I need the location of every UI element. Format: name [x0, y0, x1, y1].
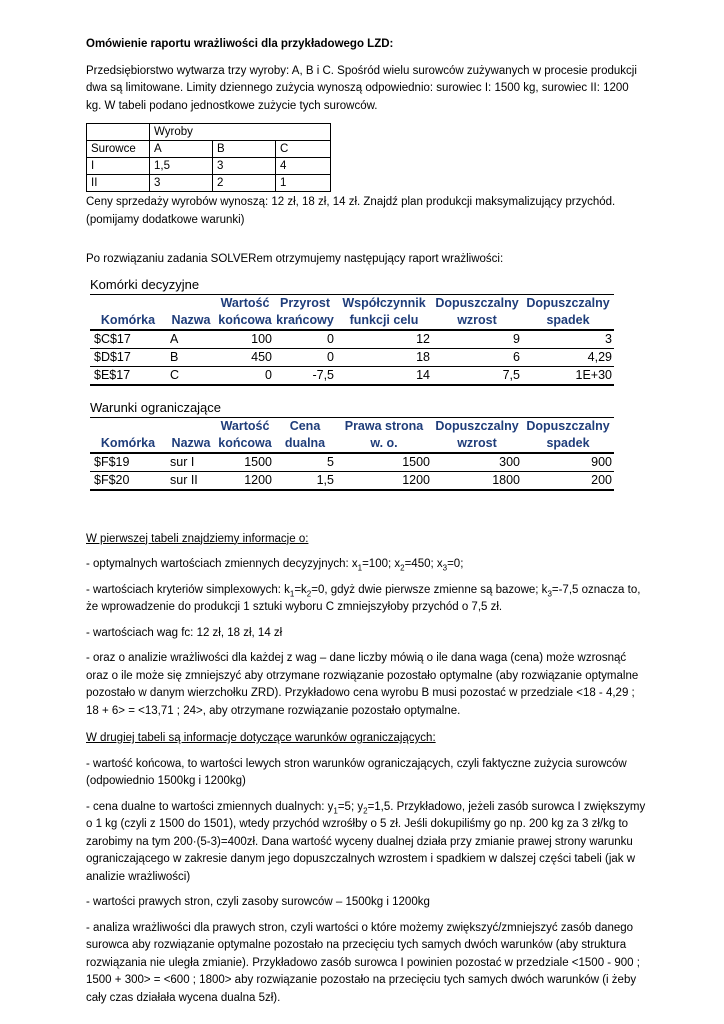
table-cell: 3 [522, 330, 614, 349]
subscript: 1 [333, 805, 338, 815]
table-cell: 1,5 [150, 158, 213, 175]
table-header-cell: Dopuszczalny [522, 417, 614, 435]
table-cell: 450 [216, 348, 274, 366]
table-cell: I [87, 158, 150, 175]
subscript: 1 [357, 563, 363, 573]
table-cell: 2 [213, 175, 276, 192]
table-header-cell: Komórka [90, 435, 166, 453]
table-caption: Komórki decyzyjne [90, 277, 200, 292]
table-cell: 1500 [216, 453, 274, 472]
subscript: 2 [363, 805, 368, 815]
table-row [90, 471, 614, 490]
solver-intro: Po rozwiązaniu zadania SOLVERem otrzymujemy następujący raport wrażliwości: [86, 253, 504, 265]
table-cell: 0 [216, 366, 274, 385]
table-header-cell: Wartość [216, 417, 274, 435]
table-row [87, 141, 331, 158]
prices-note: (pomijamy dodatkowe warunki) [86, 213, 245, 226]
text: =5; y [337, 800, 364, 813]
table-cell: 1,5 [274, 471, 336, 490]
table-cell: 4 [276, 158, 331, 175]
table-cell: 7,5 [432, 366, 522, 385]
table-cell: 14 [336, 366, 432, 385]
table-row [87, 158, 331, 175]
table-cell: $F$19 [90, 453, 166, 472]
table-header-cell: Cena [274, 417, 336, 435]
table-cell: 4,29 [522, 348, 614, 366]
section-1-item-4: - oraz o analizie wrażliwości dla każdej z wag – dane liczby mówią o ile dana waga (cena) może wzrosnąć oraz o ile może się zmniejszyć aby otrzymane rozwiązanie pozostało optymalne (aby rozwiązanie optymalne pozostało w danym wierzchołku ZRD). Przykładowo cena wyrobu B musi pozostać w przedziale <18 - 4,29 ; 18 + 6> = <13,71 ; 24>, aby otrzymane rozwiązanie pozostało optymalne. [86, 652, 639, 717]
table-cell: $C$17 [90, 330, 166, 349]
section-2-heading [86, 730, 646, 748]
table-header-cell [90, 294, 166, 312]
decision-cells-table [90, 277, 614, 386]
text: =k [294, 583, 307, 596]
table-cell: B [166, 348, 216, 366]
table-cell: $F$20 [90, 471, 166, 490]
table-cell: sur I [166, 453, 216, 472]
table-row [87, 124, 331, 141]
text: =0; [447, 558, 464, 570]
table-header-cell: C [276, 141, 331, 158]
text: =1,5. Przykładowo, jeżeli zasób surowca I zwiększymy o 1 kg (czyli z 1500 do 1501), wtedy przychód wzrośłby o 5 zł. Jeśli dokupiliśmy go np. 200 kg za 3 zł/kg to zarobimy na tym 200·(5-3)=400zł. Dana wartość wyceny dualnej działa przy zmianie prawej strony warunku ograniczającego w zakresie danym jego dopuszczalnych wzrostem i spadkiem w dalszej części tabeli (jak w analizie wrażliwości) [86, 800, 646, 883]
table-header-cell: spadek [522, 312, 614, 330]
table-cell: $D$17 [90, 348, 166, 366]
table-header-surowce: Surowce [87, 141, 150, 158]
table-caption: Warunki ograniczające [90, 400, 222, 415]
section-2-item-3: - wartości prawych stron, czyli zasoby surowców – 1500kg i 1200kg [86, 896, 430, 908]
table-header-row [90, 312, 614, 330]
table-header-row [90, 417, 614, 435]
section-1-item-3: - wartościach wag fc: 12 zł, 18 zł, 14 zł [86, 626, 283, 639]
table-cell: 1200 [336, 471, 432, 490]
table-cell: 6 [432, 348, 522, 366]
table-row [90, 453, 614, 472]
table-cell: 1500 [336, 453, 432, 472]
prices-paragraph: Ceny sprzedaży wyrobów wynoszą: 12 zł, 18 zł, 14 zł. Znajdź plan produkcji maksymalizujący przychód. [86, 196, 616, 208]
table-header-row [90, 435, 614, 453]
table-header-cell: Nazwa [166, 435, 216, 453]
table-cell: $E$17 [90, 366, 166, 385]
table-header-cell [90, 417, 166, 435]
table-caption-row [90, 277, 614, 295]
table-cell: 1200 [216, 471, 274, 490]
table-header-cell [166, 294, 216, 312]
table-cell: 0 [274, 330, 336, 349]
table-cell: 18 [336, 348, 432, 366]
section-1-heading [86, 531, 646, 549]
table-header-cell: w. o. [336, 435, 432, 453]
table-cell: II [87, 175, 150, 192]
section-1-heading-text: W pierwszej tabeli znajdziemy informacje o: [86, 532, 309, 545]
text: =100; x [362, 558, 401, 570]
table-row [90, 366, 614, 385]
text: =450; x [404, 558, 443, 570]
table-header-cell: wzrost [432, 435, 522, 453]
table-row [90, 330, 614, 349]
text: =-7,5 oznacza to, że wprowadzenie do produkcji 1 sztuki wyboru C zmniejszyłoby przychód o 7,5 zł. [86, 583, 641, 613]
table-cell: 200 [522, 471, 614, 490]
table-cell: A [166, 330, 216, 349]
table-caption-row [90, 400, 614, 418]
table-header-cell: A [150, 141, 213, 158]
table-header-cell: dualna [274, 435, 336, 453]
table-row [87, 175, 331, 192]
table-cell: 3 [150, 175, 213, 192]
table-cell: 3 [213, 158, 276, 175]
table-header-cell: B [213, 141, 276, 158]
table-header-cell: Współczynnik [336, 294, 432, 312]
table-header-cell: Dopuszczalny [432, 294, 522, 312]
table-header-cell: spadek [522, 435, 614, 453]
table-cell: 1 [276, 175, 331, 192]
subscript: 3 [442, 563, 448, 573]
section-1-item-2 [86, 582, 646, 617]
subscript: 2 [400, 563, 405, 573]
table-header-cell: funkcji celu [336, 312, 432, 330]
table-header-cell: Nazwa [166, 312, 216, 330]
table-header-cell: wzrost [432, 312, 522, 330]
section-1-item-1 [86, 556, 646, 574]
table-header-cell: końcowa [216, 312, 274, 330]
table-header-cell: Dopuszczalny [522, 294, 614, 312]
table-header-row [90, 294, 614, 312]
table-cell: 300 [432, 453, 522, 472]
table-cell: 9 [432, 330, 522, 349]
page-title: Omówienie raportu wrażliwości dla przykładowego LZD: [86, 38, 394, 50]
intro-paragraph: Przedsiębiorstwo wytwarza trzy wyroby: A, B i C. Spośród wielu surowców zużywanych w procesie produkcji dwa są limitowane. Limity dziennego zużycia wynoszą odpowiednio: surowiec I: 1500 kg, surowiec II: 1200 kg. W tabeli podano jednostkowe zużycie tych surowców. [86, 64, 637, 112]
text: - wartościach kryteriów simplexowych: k [86, 583, 290, 596]
table-cell: -7,5 [274, 366, 336, 385]
section-2-item-1: - wartość końcowa, to wartości lewych stron warunków ograniczających, czyli faktyczne zużycia surowców (odpowiednio 1500kg i 1200kg) [86, 757, 627, 787]
table-header-cell: Dopuszczalny [432, 417, 522, 435]
section-2-item-2 [86, 799, 646, 887]
constraints-table [90, 400, 614, 491]
subscript: 3 [547, 588, 552, 598]
subscript: 2 [306, 588, 312, 598]
table-cell: 12 [336, 330, 432, 349]
section-2-item-4: - analiza wrażliwości dla prawych stron, czyli wartości o które możemy zwiększyć/zmniejszyć zasób danego surowca aby rozwiązanie optymalne pozostało na przecięciu tych samych dwóch warunków (aby struktura rozwiązania nie uległa zmianie). Przykładowo zasób surowca I powinien pozostać w przedziale <1500 - 900 ; 1500 + 300> = <600 ; 1800> aby rozwiązanie pozostało na przecięciu tych samych dwóch warunków (i żeby cały czas działała wycena dualna 5zł). [86, 921, 640, 1004]
table-header-cell: Prawa strona [336, 417, 432, 435]
table-row [90, 348, 614, 366]
subscript: 1 [289, 588, 295, 598]
consumption-table [86, 123, 331, 192]
table-header-cell: Komórka [90, 312, 166, 330]
section-2-heading-text: W drugiej tabeli są informacje dotyczące warunków ograniczających: [86, 732, 436, 744]
text: - optymalnych wartościach zmiennych decyzyjnych: x [86, 558, 358, 570]
table-cell: 900 [522, 453, 614, 472]
table-cell: C [166, 366, 216, 385]
table-cell: 1E+30 [522, 366, 614, 385]
table-header-cell: Przyrost [274, 294, 336, 312]
table-cell: 5 [274, 453, 336, 472]
table-header-cell: Wartość [216, 294, 274, 312]
text: =0, gdyż dwie pierwsze zmienne są bazowe; k [311, 583, 548, 596]
table-header-cell: krańcowy [274, 312, 336, 330]
text: - cena dualne to wartości zmiennych dualnych: y [86, 800, 334, 813]
table-header-wyroby: Wyroby [150, 124, 331, 141]
table-cell: 0 [274, 348, 336, 366]
document-page [86, 36, 646, 1015]
table-cell: 1800 [432, 471, 522, 490]
table-cell: 100 [216, 330, 274, 349]
table-header-cell: końcowa [216, 435, 274, 453]
table-cell: sur II [166, 471, 216, 490]
table-header-cell [166, 417, 216, 435]
table-cell [87, 124, 150, 141]
